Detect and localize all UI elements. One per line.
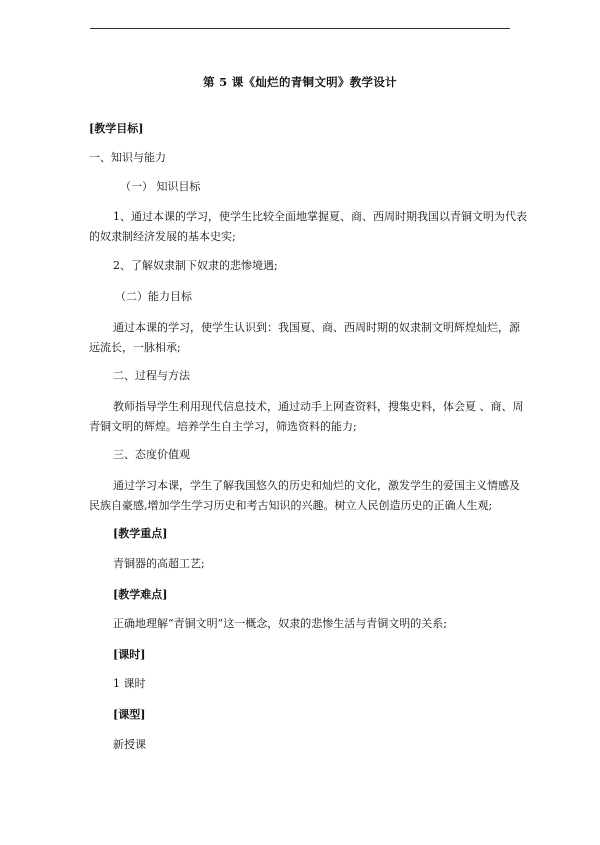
knowledge-ability-heading: 一、知识与能力 (89, 151, 166, 164)
difficulty-heading: [教学难点] (113, 588, 168, 601)
ability-line2: 远流长，一脉相承; (89, 341, 181, 354)
process-line2: 青铜文明的辉煌。培养学生自主学习，筛选资料的能力; (89, 420, 357, 433)
attitude-paragraph-cont (89, 496, 514, 516)
goal1-paragraph-cont (89, 227, 514, 247)
ability-goal-heading: （二）能力目标 (115, 290, 192, 303)
knowledge-goal-heading: （一） 知识目标 (120, 180, 201, 193)
process-paragraph (89, 397, 524, 417)
objectives-heading: [教学目标] (89, 122, 144, 135)
hours-heading: [课时] (113, 648, 146, 661)
key-point-heading: [教学重点] (113, 527, 168, 540)
goal2-paragraph: 2、了解奴隶制下奴隶的悲惨境遇; (113, 259, 278, 272)
type-text: 新授课 (113, 738, 146, 751)
attitude-line2: 民族自豪感,增加学生学习历史和考古知识的兴趣。树立人民创造历史的正确人生观; (89, 499, 493, 512)
process-method-heading: 二、过程与方法 (113, 369, 190, 382)
goal1-line2: 的奴隶制经济发展的基本史实; (89, 230, 236, 243)
document-title: 第 5 课《灿烂的青铜文明》教学设计 (203, 75, 397, 89)
goal1-paragraph (89, 207, 527, 227)
attitude-paragraph (89, 476, 520, 496)
ability-paragraph (89, 318, 520, 338)
attitude-line1: 通过学习本课，学生了解我国悠久的历史和灿烂的文化，激发学生的爱国主义情感及 (113, 479, 520, 492)
attitude-values-heading: 三、态度价值观 (113, 448, 190, 461)
ability-line1: 通过本课的学习，使学生认识到：我国夏、商、西周时期的奴隶制文明辉煌灿烂，源 (113, 321, 520, 334)
ability-paragraph-cont (89, 338, 514, 358)
hours-text: 1 课时 (113, 677, 146, 690)
process-paragraph-cont (89, 417, 514, 437)
process-line1: 教师指导学生利用现代信息技术，通过动手上网查资料，搜集史料，体会夏 、商、周 (113, 400, 524, 413)
difficulty-text: 正确地理解“青铜文明”这一概念，奴隶的悲惨生活与青铜文明的关系; (113, 617, 447, 630)
key-point-text: 青铜器的高超工艺; (113, 557, 205, 570)
goal1-line1: 1、通过本课的学习，使学生比较全面地掌握夏、商、西周时期我国以青铜文明为代表 (113, 210, 527, 223)
type-heading: [课型] (113, 708, 146, 721)
header-rule (90, 28, 510, 29)
